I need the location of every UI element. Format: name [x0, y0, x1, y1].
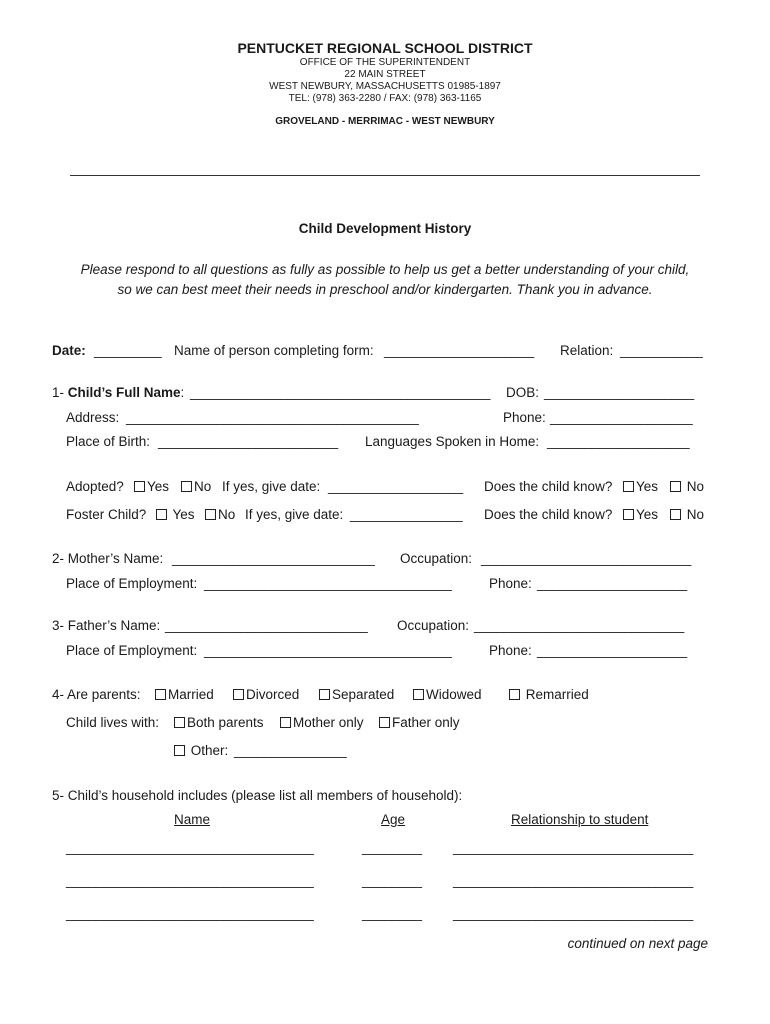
city-line: WEST NEWBURY, MASSACHUSETTS 01985-1897	[269, 81, 501, 92]
member-relationship-field[interactable]: ________________________________	[453, 840, 694, 855]
phone-field[interactable]: ___________________	[550, 410, 693, 425]
address-row	[0, 410, 770, 428]
completer-name-field[interactable]: ____________________	[384, 343, 535, 358]
mother-phone-field[interactable]: ____________________	[537, 576, 688, 591]
household-member-row	[0, 873, 770, 891]
mother-only-checkbox[interactable]	[280, 717, 291, 728]
intro-line-2: so we can best meet their needs in preschool and/or kindergarten. Thank you in advance.	[117, 282, 653, 297]
adopted-no-checkbox[interactable]	[181, 481, 192, 492]
child-name-field[interactable]: ________________________________________	[190, 385, 491, 400]
adopted-date-field[interactable]: __________________	[328, 479, 464, 494]
household-headers	[0, 812, 770, 830]
adopted-know-yes-option[interactable]: Yes	[623, 479, 658, 494]
mother-employment-row	[0, 576, 770, 594]
separated-option[interactable]: Separated	[319, 687, 394, 702]
col-name-header: Name	[174, 812, 211, 827]
languages-label: Languages Spoken in Home:	[365, 434, 540, 449]
foster-know-yes-checkbox[interactable]	[623, 509, 634, 520]
adopted-know-label: Does the child know?	[484, 479, 613, 494]
foster-know-label: Does the child know?	[484, 507, 613, 522]
father-occupation-field[interactable]: ____________________________	[474, 618, 685, 633]
mother-occupation-label: Occupation:	[400, 551, 473, 566]
adopted-label: Adopted?	[66, 479, 124, 494]
father-only-checkbox[interactable]	[379, 717, 390, 728]
adopted-know-no-option[interactable]: No	[670, 479, 704, 494]
dob-field[interactable]: ____________________	[544, 385, 695, 400]
adopted-know-yes-checkbox[interactable]	[623, 481, 634, 492]
mother-phone-label: Phone:	[489, 576, 532, 591]
both-parents-option[interactable]: Both parents	[174, 715, 264, 730]
adopted-row	[0, 479, 770, 497]
member-age-field[interactable]: ________	[362, 873, 423, 888]
mother-row	[0, 551, 770, 569]
member-relationship-field[interactable]: ________________________________	[453, 906, 694, 921]
member-name-field[interactable]: _________________________________	[66, 906, 314, 921]
other-option[interactable]: Other:	[174, 743, 228, 758]
divorced-checkbox[interactable]	[233, 689, 244, 700]
widowed-checkbox[interactable]	[413, 689, 424, 700]
lives-with-row	[0, 715, 770, 733]
father-phone-label: Phone:	[489, 643, 532, 658]
remarried-option[interactable]: Remarried	[509, 687, 589, 702]
foster-yes-option[interactable]: Yes	[156, 507, 195, 522]
father-only-option[interactable]: Father only	[379, 715, 460, 730]
birthplace-field[interactable]: ________________________	[158, 434, 339, 449]
father-name-field[interactable]: ___________________________	[165, 618, 368, 633]
married-checkbox[interactable]	[155, 689, 166, 700]
foster-row	[0, 507, 770, 525]
child-name-row	[0, 385, 770, 403]
foster-date-label: If yes, give date:	[245, 507, 344, 522]
widowed-option[interactable]: Widowed	[413, 687, 482, 702]
household-member-row	[0, 906, 770, 924]
street-line: 22 MAIN STREET	[344, 69, 426, 80]
father-name-label: 3- Father’s Name:	[52, 618, 161, 633]
col-relationship-header: Relationship to student	[511, 812, 649, 827]
mother-occupation-field[interactable]: ____________________________	[481, 551, 692, 566]
birthplace-row	[0, 434, 770, 452]
date-label: Date:	[52, 343, 86, 358]
remarried-checkbox[interactable]	[509, 689, 520, 700]
foster-no-checkbox[interactable]	[205, 509, 216, 520]
dob-label: DOB:	[506, 385, 540, 400]
father-employment-field[interactable]: _________________________________	[204, 643, 452, 658]
member-relationship-field[interactable]: ________________________________	[453, 873, 694, 888]
intro-line-1: Please respond to all questions as fully as possible to help us get a better understanding of your child,	[80, 262, 690, 277]
mother-only-option[interactable]: Mother only	[280, 715, 364, 730]
other-row	[0, 743, 770, 761]
foster-no-option[interactable]: No	[205, 507, 235, 522]
relation-label: Relation:	[560, 343, 614, 358]
separated-checkbox[interactable]	[319, 689, 330, 700]
member-age-field[interactable]: ________	[362, 840, 423, 855]
adopted-know-no-checkbox[interactable]	[670, 481, 681, 492]
member-name-field[interactable]: _________________________________	[66, 873, 314, 888]
foster-date-field[interactable]: _______________	[350, 507, 463, 522]
foster-know-yes-option[interactable]: Yes	[623, 507, 658, 522]
adopted-no-option[interactable]: No	[181, 479, 211, 494]
date-row	[0, 343, 770, 361]
both-parents-checkbox[interactable]	[174, 717, 185, 728]
mother-name-label: 2- Mother’s Name:	[52, 551, 164, 566]
mother-employment-label: Place of Employment:	[66, 576, 198, 591]
district-name: PENTUCKET REGIONAL SCHOOL DISTRICT	[237, 40, 533, 56]
father-employment-label: Place of Employment:	[66, 643, 198, 658]
continued-note: continued on next page	[567, 936, 708, 951]
phone-label: Phone:	[503, 410, 546, 425]
address-label: Address:	[66, 410, 120, 425]
birthplace-label: Place of Birth:	[66, 434, 151, 449]
adopted-date-label: If yes, give date:	[222, 479, 321, 494]
father-employment-row	[0, 643, 770, 661]
foster-label: Foster Child?	[66, 507, 147, 522]
towns-line: GROVELAND - MERRIMAC - WEST NEWBURY	[275, 116, 495, 127]
household-row	[0, 788, 770, 806]
form-title: Child Development History	[298, 221, 472, 236]
adopted-yes-checkbox[interactable]	[134, 481, 145, 492]
foster-yes-checkbox[interactable]	[156, 509, 167, 520]
member-name-field[interactable]: _________________________________	[66, 840, 314, 855]
office-line: OFFICE OF THE SUPERINTENDENT	[299, 57, 471, 68]
lives-with-label: Child lives with:	[66, 715, 160, 730]
other-field[interactable]: _______________	[234, 743, 347, 758]
phone-line: TEL: (978) 363-2280 / FAX: (978) 363-1165	[288, 93, 482, 104]
divorced-option[interactable]: Divorced	[233, 687, 299, 702]
foster-know-no-checkbox[interactable]	[670, 509, 681, 520]
header-divider	[70, 175, 700, 176]
father-row	[0, 618, 770, 636]
completer-name-label: Name of person completing form:	[174, 343, 374, 358]
address-field[interactable]: _______________________________________	[126, 410, 419, 425]
relation-field[interactable]: ___________	[620, 343, 703, 358]
other-checkbox[interactable]	[174, 745, 185, 756]
household-label: 5- Child’s household includes (please list all members of household):	[52, 788, 463, 803]
married-option[interactable]: Married	[155, 687, 214, 702]
member-age-field[interactable]: ________	[362, 906, 423, 921]
household-member-row	[0, 840, 770, 858]
father-phone-field[interactable]: ____________________	[537, 643, 688, 658]
parents-status-row	[0, 687, 770, 705]
mother-name-field[interactable]: ___________________________	[172, 551, 375, 566]
languages-field[interactable]: ___________________	[547, 434, 690, 449]
col-age-header: Age	[381, 812, 406, 827]
father-occupation-label: Occupation:	[397, 618, 470, 633]
foster-know-no-option[interactable]: No	[670, 507, 704, 522]
date-field[interactable]: _________	[94, 343, 162, 358]
adopted-yes-option[interactable]: Yes	[134, 479, 169, 494]
child-name-label: 1- Child’s Full Name:	[52, 385, 185, 400]
mother-employment-field[interactable]: _________________________________	[204, 576, 452, 591]
parents-status-label: 4- Are parents:	[52, 687, 141, 702]
